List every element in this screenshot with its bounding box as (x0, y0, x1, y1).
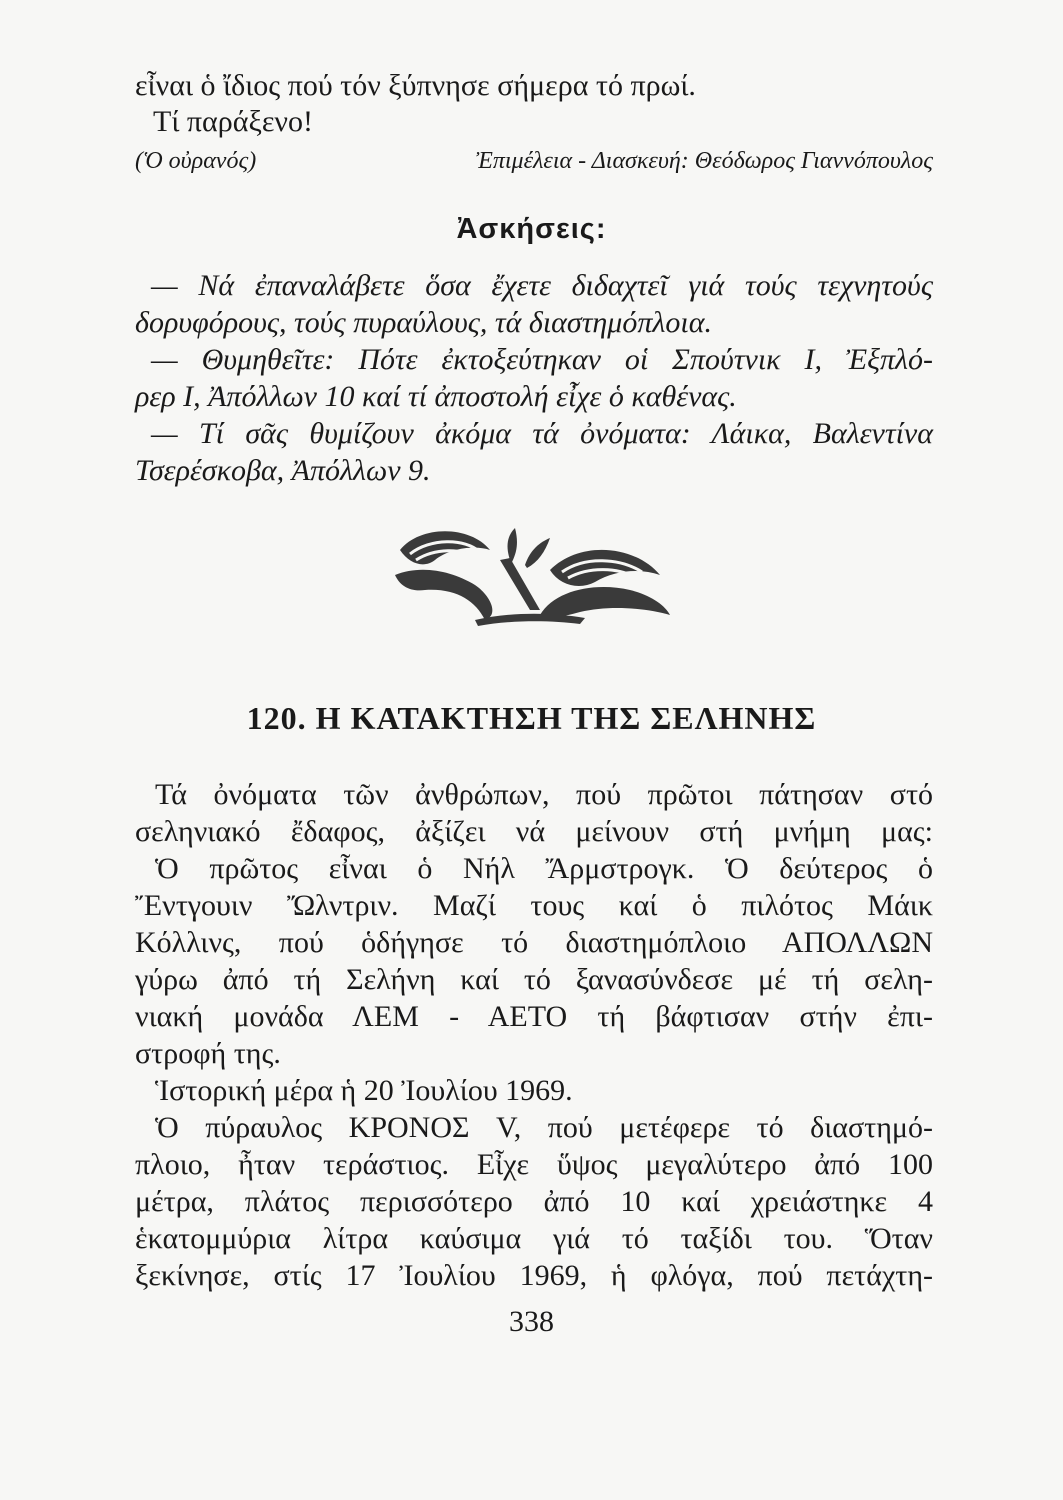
exercises-heading: Ἀσκήσεις: (456, 213, 607, 245)
text-line: εἶναι ὁ ἴδιος πού τόν ξύπνησε σήμερα τό πρωί. (135, 69, 696, 102)
body-line: πλοιο, ἦταν τεράστιος. Εἶχε ὕψος μεγαλύτερο ἀπό 100 (135, 1148, 933, 1181)
body-line: Ἱστορική μέρα ἡ 20 Ἰουλίου 1969. (155, 1074, 573, 1107)
body-line: Ἔντγουιν Ὤλντριν. Μαζί τους καί ὁ πιλότος Μάικ (135, 889, 933, 922)
exercise-line: — Νά ἐπαναλάβετε ὅσα ἔχετε διδαχτεῖ γιά τούς τεχνητούς (151, 269, 933, 302)
exercise-line: Τσερέσκοβα, Ἀπόλλων 9. (135, 454, 431, 487)
body-line: ξεκίνησε, στίς 17 Ἰουλίου 1969, ἡ φλόγα, πού πετάχτη- (135, 1259, 933, 1292)
leaf-ornament-icon (380, 520, 680, 630)
body-line: μέτρα, πλάτος περισσότερο ἀπό 10 καί χρειάστηκε 4 (135, 1185, 933, 1218)
body-line: Ὁ πύραυλος ΚΡΟΝΟΣ V, πού μετέφερε τό διαστημό- (155, 1111, 933, 1144)
body-line: σεληνιακό ἔδαφος, ἀξίζει νά μείνουν στή μνήμη μας: (135, 815, 933, 848)
text-line: Τί παράξενο! (153, 105, 313, 138)
body-line: Ὁ πρῶτος εἶναι ὁ Νήλ Ἄρμστρογκ. Ὁ δεύτερος ὁ (155, 852, 933, 885)
body-line: νιακή μονάδα ΛΕΜ - ΑΕΤΟ τή βάφτισαν στήν ἐπι- (135, 1000, 933, 1033)
exercise-line: δορυφόρους, τούς πυραύλους, τά διαστημόπλοια. (135, 306, 712, 339)
body-line: στροφή της. (135, 1037, 281, 1070)
source-work: (Ὁ οὐρανός) (135, 148, 257, 174)
page-number: 338 (509, 1305, 554, 1338)
exercise-line: — Τί σᾶς θυμίζουν ἀκόμα τά ὀνόματα: Λάικα, Βαλεντίνα (151, 417, 933, 450)
exercise-line: ρερ Ι, Ἀπόλλων 10 καί τί ἀποστολή εἶχε ὁ καθένας. (135, 380, 737, 413)
source-editor: Ἐπιμέλεια - Διασκευή: Θεόδωρος Γιαννόπουλος (475, 148, 933, 174)
exercise-line: — Θυμηθεῖτε: Πότε ἐκτοξεύτηκαν οἱ Σπούτνικ Ι, Ἐξπλό- (151, 343, 933, 376)
source-credit (135, 148, 933, 175)
body-line: Κόλλινς, πού ὁδήγησε τό διαστημόπλοιο ΑΠΟΛΛΩΝ (135, 926, 933, 959)
body-line: Τά ὀνόματα τῶν ἀνθρώπων, πού πρῶτοι πάτησαν στό (155, 778, 933, 811)
body-line: ἑκατομμύρια λίτρα καύσιμα γιά τό ταξίδι του. Ὅταν (135, 1222, 933, 1255)
body-line: γύρω ἀπό τή Σελήνη καί τό ξανασύνδεσε μέ τή σελη- (135, 963, 933, 996)
chapter-title: 120. Η ΚΑΤΑΚΤΗΣΗ ΤΗΣ ΣΕΛΗΝΗΣ (246, 700, 817, 736)
